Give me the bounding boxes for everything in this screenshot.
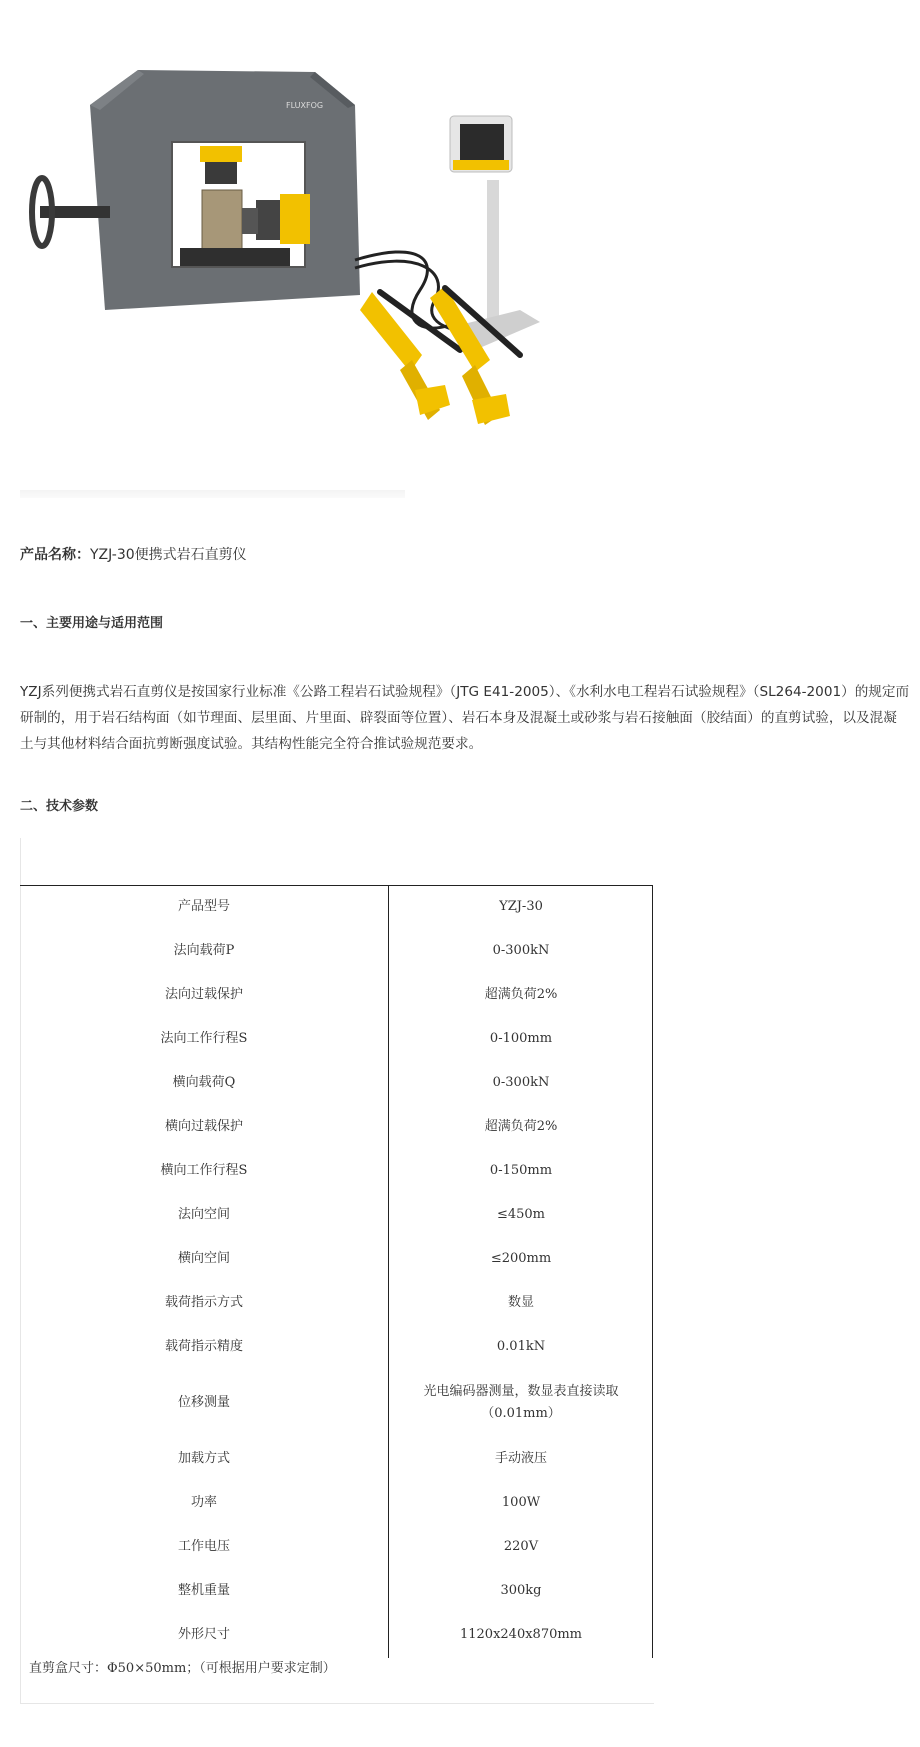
- spec-value-cell: 0.01kN: [496, 1339, 546, 1354]
- table-row: [20, 1281, 654, 1325]
- table-row: [20, 929, 654, 973]
- spec-value-cell: 0-100mm: [489, 1031, 553, 1046]
- spec-name-cell: 外形尺寸: [177, 1627, 230, 1642]
- params-heading: 二、技术参数: [20, 799, 99, 814]
- spec-value-cell: 光电编码器测量，数显表直接读取（0.01mm）: [423, 1384, 619, 1421]
- table-row: [20, 1017, 654, 1061]
- spec-name-cell: 整机重量: [177, 1583, 230, 1598]
- spec-name-cell: 载荷指示精度: [164, 1339, 243, 1354]
- spec-value-cell: 220V: [503, 1539, 539, 1554]
- spec-name-cell: 横向过载保护: [164, 1119, 243, 1134]
- spec-value-cell: 0-150mm: [489, 1163, 553, 1178]
- table-row: [20, 1193, 654, 1237]
- spec-name-cell: 法向工作行程S: [160, 1031, 248, 1046]
- spec-name-cell: 横向载荷Q: [172, 1075, 236, 1090]
- table-row: [20, 1613, 654, 1657]
- spec-value-cell: 超满负荷2%: [484, 987, 558, 1002]
- table-row: [20, 1481, 654, 1525]
- table-row: [20, 1061, 654, 1105]
- spec-name-cell: 功率: [190, 1495, 217, 1510]
- spec-value-cell: 300kg: [500, 1583, 542, 1598]
- table-row: [20, 1325, 654, 1369]
- spec-value-cell: 0-300kN: [492, 943, 550, 958]
- usage-paragraph: YZJ系列便携式岩石直剪仪是按国家行业标准《公路工程岩石试验规程》（JTG E41-2005）、《水利水电工程岩石试验规程》（SL264-2001）的规定而研制的，用于岩石结构面（如节理面、层里面、片里面、辟裂面等位置）、岩石本身及混凝土或砂浆与岩石接触面（胶结面）的直剪试验，以及混凝土与其他材料结合面抗剪断强度试验。其结构性能完全符合推试验规范要求。: [20, 684, 910, 752]
- table-row: [20, 885, 654, 929]
- spec-name-cell: 位移测量: [177, 1395, 230, 1410]
- spec-name-cell: 载荷指示方式: [164, 1295, 243, 1310]
- spec-table-top-border: [20, 885, 653, 886]
- table-row: [20, 1149, 654, 1193]
- table-row: [20, 1237, 654, 1281]
- product-image: [20, 60, 620, 480]
- shear-box-size-note: 直剪盒尺寸：Φ50×50mm；（可根据用户要求定制）: [29, 1661, 336, 1676]
- spec-value-cell: 数显: [507, 1295, 534, 1310]
- spec-table-right-border: [652, 885, 653, 1658]
- spec-table: [20, 885, 654, 1657]
- spec-value-cell: 手动液压: [494, 1451, 547, 1466]
- spec-value-cell: 1120x240x870mm: [459, 1627, 583, 1642]
- spec-name-cell: 工作电压: [177, 1539, 230, 1554]
- rock-sample: [202, 190, 242, 250]
- spec-name-cell: 横向工作行程S: [160, 1163, 248, 1178]
- spec-name-cell: 法向空间: [177, 1207, 230, 1222]
- table-row: [20, 1569, 654, 1613]
- product-name-label: 产品名称：: [20, 547, 90, 563]
- product-name-value: YZJ-30便携式岩石直剪仪: [90, 547, 247, 563]
- table-row: [20, 1369, 654, 1437]
- table-row: [20, 1105, 654, 1149]
- spec-value-cell: 0-300kN: [492, 1075, 550, 1090]
- spec-name-cell: 加载方式: [177, 1451, 230, 1466]
- table-row: [20, 1437, 654, 1481]
- machine-plate: FLUXFOG: [286, 101, 324, 110]
- usage-heading: 一、主要用途与适用范围: [20, 616, 164, 631]
- spec-table-column-divider: [388, 885, 389, 1658]
- spec-value-cell: ≤450m: [496, 1207, 546, 1222]
- spec-value-cell: YZJ-30: [499, 899, 543, 914]
- image-underline: [20, 490, 405, 498]
- spec-name-cell: 产品型号: [177, 899, 230, 914]
- spec-name-cell: 横向空间: [177, 1251, 230, 1266]
- table-row: [20, 1525, 654, 1569]
- spec-value-cell: ≤200mm: [490, 1251, 552, 1266]
- spec-name-cell: 法向载荷P: [173, 943, 235, 958]
- spec-value-cell: 100W: [501, 1495, 541, 1510]
- spec-value-cell: 超满负荷2%: [484, 1119, 558, 1134]
- product-name-line: [20, 545, 247, 565]
- table-row: [20, 973, 654, 1017]
- spec-name-cell: 法向过载保护: [164, 987, 243, 1002]
